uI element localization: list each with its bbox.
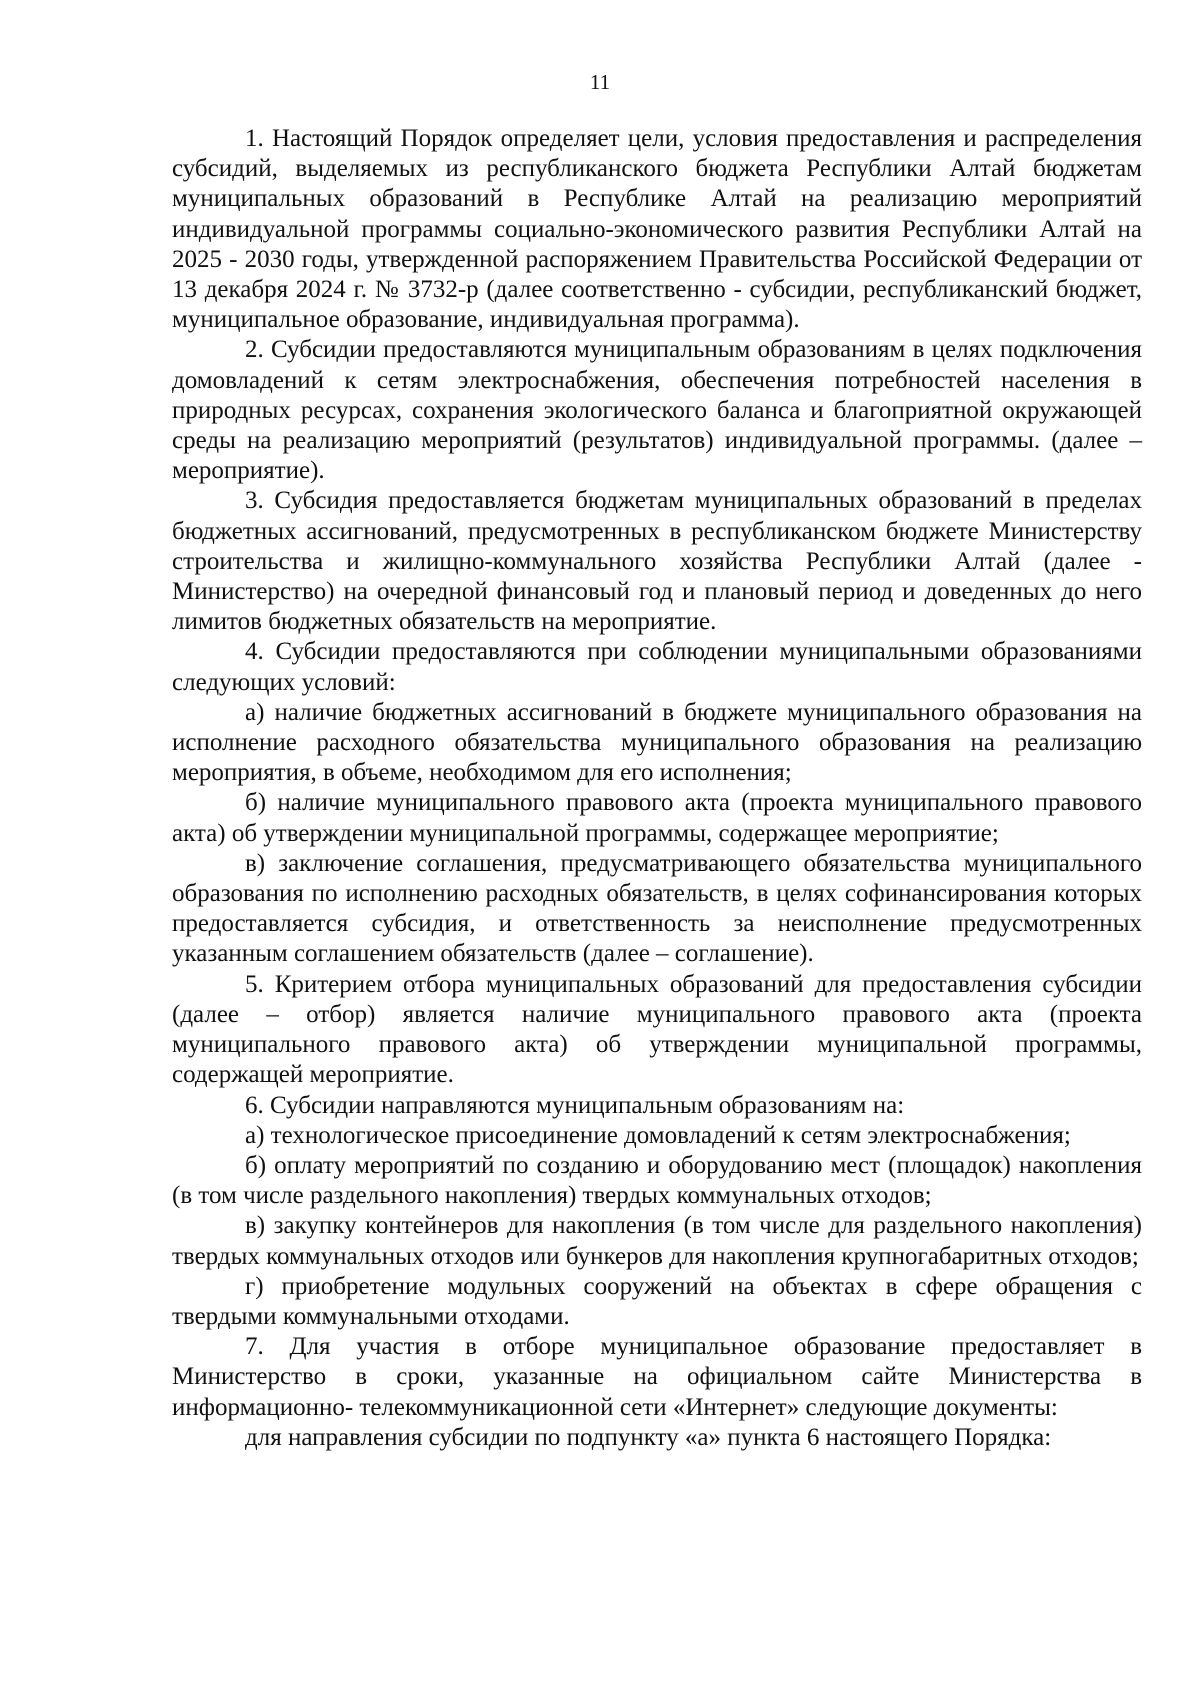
subparagraph-6b: б) оплату мероприятий по созданию и оборудованию мест (площадок) накопления (в том числе раздельного накопления) твердых коммунальных отходов; [172, 1151, 1142, 1210]
paragraph-item-7-lead: для направления субсидии по подпункту «а» пункта 6 настоящего Порядка: [245, 1423, 1052, 1451]
subparagraph-6g: г) приобретение модульных сооружений на объектах в сфере обращения с твердыми коммунальными отходами. [172, 1272, 1142, 1330]
paragraph-item-3: 3. Субсидия предоставляется бюджетам муниципальных образований в пределах бюджетных ассигнований, предусмотренных в республиканском бюджете Министерству строительства и жилищно-коммунального хозяйства Республики Алтай (далее - Министерство) на очередной финансовый год и плановый период и доведенных до него лимитов бюджетных обязательств на мероприятие. [172, 487, 1142, 636]
subparagraph-4v: в) заключение соглашения, предусматривающего обязательства муниципального образования по исполнению расходных обязательств, в целях софинансирования которых предоставляется субсидия, и ответственность за неисполнение предусмотренных указанным соглашением обязательств (далее – соглашение). [172, 849, 1142, 968]
paragraph-item-6: 6. Субсидии направляются муниципальным образованиям на: [245, 1091, 905, 1119]
subparagraph-4a: а) наличие бюджетных ассигнований в бюджете муниципального образования на исполнение расходного обязательства муниципального образования на реализацию мероприятия, в объеме, необходимом для его исполнения; [172, 698, 1142, 787]
subparagraph-6v: в) закупку контейнеров для накопления (в том числе для раздельного накопления) твердых коммунальных отходов или бункеров для накопления крупногабаритных отходов; [172, 1212, 1142, 1270]
paragraph-item-2: 2. Субсидии предоставляются муниципальным образованиям в целях подключения домовладений к сетям электроснабжения, обеспечения потребностей населения в природных ресурсах, сохранения экологического баланса и благоприятной окружающей среды на реализацию мероприятий (результатов) индивидуальной программы. (далее – мероприятие). [172, 336, 1142, 485]
subparagraph-6a: а) технологическое присоединение домовладений к сетям электроснабжения; [245, 1121, 1071, 1149]
document-body [172, 124, 1142, 1453]
paragraph-item-1: 1. Настоящий Порядок определяет цели, условия предоставления и распределения субсидий, выделяемых из республиканского бюджета Республики Алтай бюджетам муниципальных образований в Республике Алтай на реализацию мероприятий индивидуальной программы социально-экономического развития Республики Алтай на 2025 - 2030 годы, утвержденной распоряжением Правительства Российской Федерации от 13 декабря 2024 г. № 3732-р (далее соответственно - субсидии, республиканский бюджет, муниципальное образование, индивидуальная программа). [172, 125, 1142, 334]
paragraph-item-7: 7. Для участия в отборе муниципальное образование предоставляет в Министерство в сроки, указанные на официальном сайте Министерства в информационно- телекоммуникационной сети «Интернет» следующие документы: [172, 1333, 1142, 1421]
page-number: 11 [589, 70, 611, 94]
subparagraph-4b: б) наличие муниципального правового акта (проекта муниципального правового акта) об утверждении муниципальной программы, содержащее мероприятие; [172, 789, 1142, 847]
paragraph-item-5: 5. Критерием отбора муниципальных образований для предоставления субсидии (далее – отбор) является наличие муниципального правового акта (проекта муниципального правового акта) об утверждении муниципальной программы, содержащей мероприятие. [172, 970, 1142, 1089]
paragraph-item-4: 4. Субсидии предоставляются при соблюдении муниципальными образованиями следующих условий: [172, 638, 1142, 696]
